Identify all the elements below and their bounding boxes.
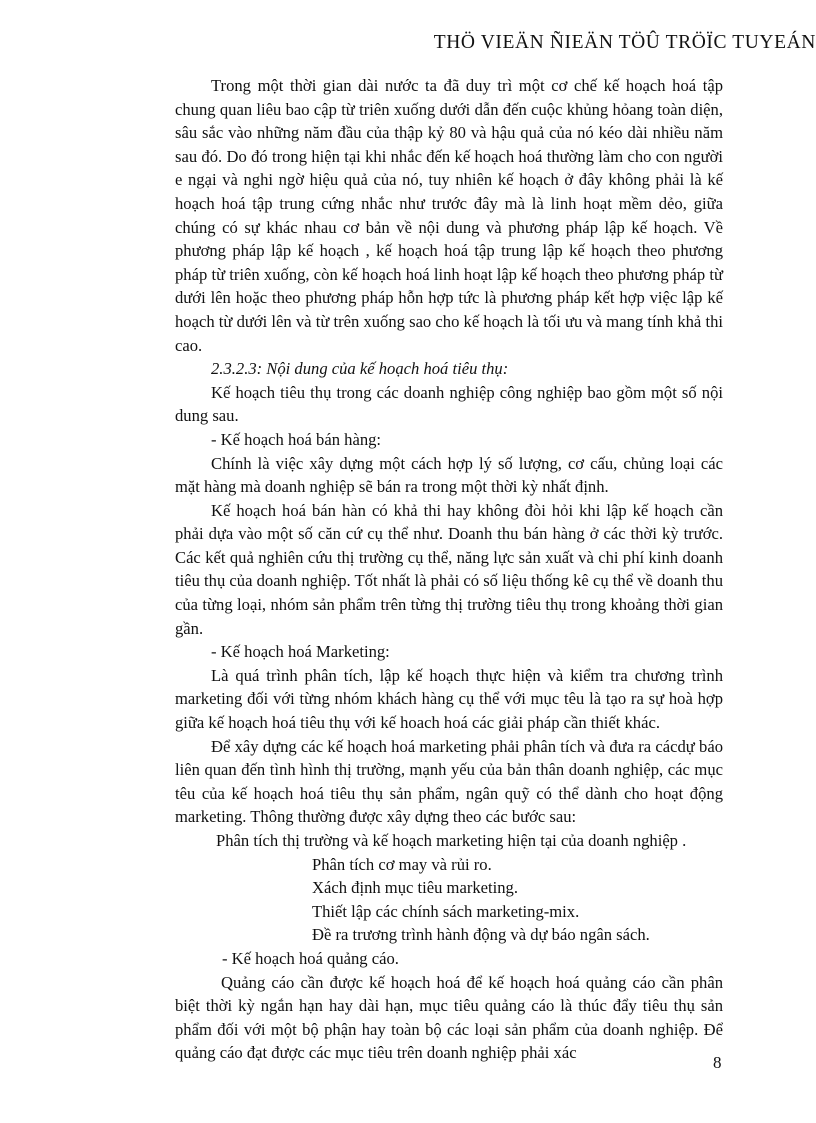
paragraph-advertising: Quảng cáo cần được kế hoạch hoá để kế hoạch hoá quảng cáo cần phân biệt thời kỳ ngắn hạn hay dài hạn, mục tiêu quảng cáo là thúc đẩy tiêu thụ sản phẩm đối với một bộ phận hay toàn bộ các loại sản phẩm của doanh nghiệp. Để quảng cáo đạt được các mục tiêu trên doanh nghiệp phải xác: [175, 972, 723, 1063]
paragraph-marketing-steps-intro: Để xây dựng các kế hoạch hoá marketing phải phân tích và đưa ra cácdự báo liên quan đến tình hình thị trường, mạnh yếu của bản thân doanh nghiệp, các mục têu của kế hoạch hoá tiêu thụ sản phẩm, ngân quỹ có thể dành cho hoạt động marketing. Thông thường được xây dựng theo các bước sau:: [175, 736, 723, 827]
page-header: THÖ VIEÄN ÑIEÄN TÖÛ TRÖÏC TUYEÁN: [433, 32, 816, 53]
document-body: [175, 74, 723, 1065]
page-number: 8: [713, 1053, 722, 1072]
paragraph-intro: Trong một thời gian dài nước ta đã duy trì một cơ chế kế hoạch hoá tập chung quan liêu bao cập từ triên xuống dưới dẫn đến cuộc khủng hỏang toàn diện, sâu sắc vào những năm đầu của thập kỷ 80 và hậu quả của nó kéo dài nhiều năm sau đó. Do đó trong hiện tại khi nhắc đến kế hoạch hoá thường làm cho con người e ngại và nghi ngờ hiệu quả của nó, tuy nhiên kế hoạch ở đây không phải là kế hoạch hoá tập trung cứng nhắc như trước đây mà là linh hoạt mềm dẻo, giữa chúng có sự khác nhau cơ bản về nội dung và phương pháp lập kế hoạch. Về phương pháp lập kế hoạch , kế hoạch hoá tập trung lập kế hoạch theo phương pháp từ triên xuống, còn kế hoạch hoá linh hoạt lập kế hoạch theo phương pháp từ dưới lên hoặc theo phương pháp hỗn hợp tức là phương pháp kết hợp việc lập kế hoạch từ dưới lên và từ trên xuống sao cho kế hoạch là tối ưu và mang tính khả thi cao.: [175, 76, 723, 355]
paragraph-marketing-definition: Là quá trình phân tích, lập kế hoạch thực hiện và kiểm tra chương trình marketing đối với từng nhóm khách hàng cụ thể với mục têu là tạo ra sự hoà hợp giữa kế hoạch hoá tiêu thụ với kế hoach hoá các giải pháp cần thiết khác.: [175, 665, 723, 733]
step-marketing-objectives: Xách định mục tiêu marketing.: [312, 878, 518, 898]
paragraph-content-overview: Kế hoạch tiêu thụ trong các doanh nghiệp công nghiệp bao gồm một số nội dung sau.: [175, 382, 723, 426]
paragraph-sales-definition: Chính là việc xây dựng một cách hợp lý số lượng, cơ cấu, chủng loại các mặt hàng mà doanh nghiệp sẽ bán ra trong một thời kỳ nhất định.: [175, 453, 723, 497]
bullet-sales-planning: - Kế hoạch hoá bán hàng:: [211, 429, 382, 449]
bullet-advertising-planning: - Kế hoạch hoá quảng cáo.: [222, 948, 399, 968]
step-opportunity-risk: Phân tích cơ may và rủi ro.: [312, 854, 492, 874]
step-action-budget: Đề ra trương trình hành động và dự báo ngân sách.: [312, 925, 650, 945]
paragraph-sales-basis: Kế hoạch hoá bán hàn có khả thi hay không đòi hỏi khi lập kế hoạch cần phải dựa vào một số căn cứ cụ thể như. Doanh thu bán hàng ở các thời kỳ trước. Các kết quả nghiên cứu thị trường cụ thể, năng lực sản xuất và chi phí kinh doanh tiêu thụ của doanh nghiệp. Tốt nhất là phải có số liệu thống kê cụ thể về doanh thu của từng loại, nhóm sản phẩm trên từng thị trường tiêu thụ trong khoảng thời gian gần.: [175, 500, 723, 638]
step-market-analysis: Phân tích thị trường và kế hoạch marketing hiện tại của doanh nghiệp .: [216, 831, 687, 850]
section-heading: 2.3.2.3: Nội dung của kế hoạch hoá tiêu thụ:: [211, 359, 509, 379]
step-marketing-mix: Thiết lập các chính sách marketing-mix.: [312, 901, 580, 921]
bullet-marketing-planning: - Kế hoạch hoá Marketing:: [211, 642, 390, 662]
